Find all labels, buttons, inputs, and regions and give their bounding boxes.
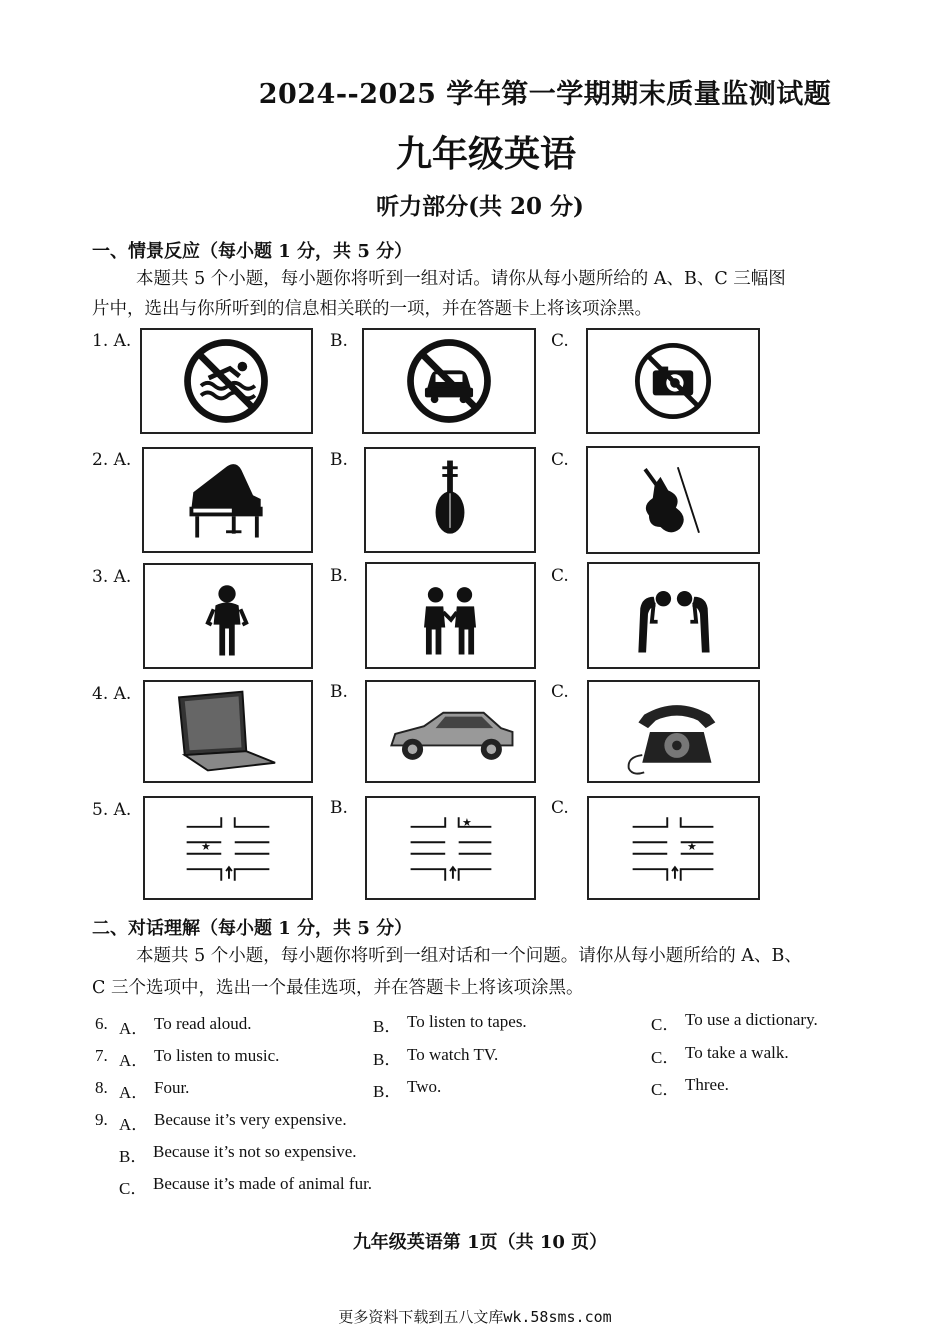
map-star-marker: ★ xyxy=(462,816,472,829)
q4-number: 4. A. xyxy=(92,684,132,704)
q7-option-a[interactable]: To listen to music. xyxy=(154,1046,280,1065)
section2-instruction-line2: C 三个选项中，选出一个最佳选项，并在答题卡上将该项涂黑。 xyxy=(92,978,584,998)
q6-option-a[interactable]: To read aloud. xyxy=(154,1014,252,1033)
no-cars-sign-icon xyxy=(364,330,534,432)
q2-number: 2. A. xyxy=(92,450,132,470)
q4-label-b: B. xyxy=(330,682,348,702)
q2-option-b-image[interactable] xyxy=(364,447,536,553)
exam-year-title: 2024--2025 学年第一学期期末质量监测试题 xyxy=(258,79,832,110)
q5-label-b: B. xyxy=(330,798,348,818)
q7-option-c[interactable]: To take a walk. xyxy=(685,1043,789,1062)
q3-option-c-image[interactable] xyxy=(587,562,760,669)
part-title: 听力部分(共 20 分) xyxy=(376,193,584,220)
car-icon xyxy=(367,682,534,781)
q8-a-label: A． xyxy=(119,1083,149,1102)
q6-c-label: C． xyxy=(651,1015,680,1034)
pipa-icon xyxy=(366,449,534,551)
page-footer: 九年级英语第 1页（共 10 页） xyxy=(352,1232,608,1253)
q6-option-c[interactable]: To use a dictionary. xyxy=(685,1010,818,1029)
q4-option-c-image[interactable] xyxy=(587,680,760,783)
q2-option-a-image[interactable] xyxy=(142,447,313,553)
q8-number: 8. xyxy=(95,1078,108,1097)
q4-option-a-image[interactable] xyxy=(143,680,313,783)
q1-label-b: B. xyxy=(330,331,348,351)
q5-number: 5. A. xyxy=(92,800,132,820)
q3-option-b-image[interactable] xyxy=(365,562,536,669)
q9-option-c[interactable]: Because it’s made of animal fur. xyxy=(153,1174,373,1193)
q5-option-c-image[interactable] xyxy=(587,796,760,900)
q5-label-c: C. xyxy=(551,798,569,818)
q1-option-b-image[interactable] xyxy=(362,328,536,434)
q6-a-label: A． xyxy=(119,1019,149,1038)
q5-option-b-image[interactable] xyxy=(365,796,536,900)
q8-c-label: C． xyxy=(651,1080,680,1099)
q1-option-c-image[interactable] xyxy=(586,328,760,434)
section2-heading: 二、对话理解（每小题 1 分，共 5 分） xyxy=(92,918,413,939)
q2-option-c-image[interactable] xyxy=(586,446,760,554)
piano-icon xyxy=(144,449,311,551)
q9-option-b[interactable]: Because it’s not so expensive. xyxy=(153,1142,357,1161)
q7-c-label: C． xyxy=(651,1048,680,1067)
map-star-marker: ★ xyxy=(201,840,211,853)
q1-label-c: C. xyxy=(551,331,569,351)
laptop-icon xyxy=(145,682,311,781)
q9-option-a[interactable]: Because it’s very expensive. xyxy=(154,1110,347,1129)
subject-title: 九年级英语 xyxy=(395,133,576,175)
street-map-icon xyxy=(589,798,758,898)
section1-instruction-line1: 本题共 5 个小题，每小题你将听到一组对话。请你从每小题所给的 A、B、C 三幅图 xyxy=(136,269,786,289)
bow-icon xyxy=(589,564,758,667)
q9-number: 9. xyxy=(95,1110,108,1129)
handshake-icon xyxy=(367,564,534,667)
q8-option-c[interactable]: Three. xyxy=(685,1075,729,1094)
q2-label-b: B. xyxy=(330,450,348,470)
q1-number: 1. A. xyxy=(92,331,132,351)
q3-option-a-image[interactable] xyxy=(143,563,313,669)
q3-label-c: C. xyxy=(551,566,569,586)
q9-b-label: B． xyxy=(119,1147,148,1166)
q3-label-b: B. xyxy=(330,566,348,586)
telephone-icon xyxy=(589,682,758,781)
q6-option-b[interactable]: To listen to tapes. xyxy=(407,1012,527,1031)
q3-number: 3. A. xyxy=(92,567,132,587)
map-star-marker: ★ xyxy=(687,840,697,853)
section1-heading: 一、情景反应（每小题 1 分，共 5 分） xyxy=(92,241,413,262)
street-map-icon xyxy=(145,798,311,898)
section1-instruction-line2: 片中，选出与你所听到的信息相关联的一项，并在答题卡上将该项涂黑。 xyxy=(92,299,652,319)
q4-label-c: C. xyxy=(551,682,569,702)
q1-option-a-image[interactable] xyxy=(140,328,313,434)
street-map-icon xyxy=(367,798,534,898)
q7-b-label: B． xyxy=(373,1050,402,1069)
q7-option-b[interactable]: To watch TV. xyxy=(407,1045,499,1064)
q2-label-c: C. xyxy=(551,450,569,470)
violin-icon xyxy=(588,448,758,552)
q4-option-b-image[interactable] xyxy=(365,680,536,783)
q9-c-label: C． xyxy=(119,1179,148,1198)
q6-number: 6. xyxy=(95,1014,108,1033)
watermark-text[interactable]: 更多资料下载到五八文库wk.58sms.com xyxy=(338,1308,612,1326)
q9-a-label: A． xyxy=(119,1115,149,1134)
q7-number: 7. xyxy=(95,1046,108,1065)
q8-b-label: B． xyxy=(373,1082,402,1101)
hug-icon xyxy=(145,565,311,667)
section2-instruction-line1: 本题共 5 个小题，每小题你将听到一组对话和一个问题。请你从每小题所给的 A、B、 xyxy=(136,946,802,966)
q6-b-label: B． xyxy=(373,1017,402,1036)
q7-a-label: A． xyxy=(119,1051,149,1070)
no-swimming-sign-icon xyxy=(142,330,311,432)
q8-option-b[interactable]: Two. xyxy=(407,1077,442,1096)
no-photos-sign-icon xyxy=(588,330,758,432)
q5-option-a-image[interactable] xyxy=(143,796,313,900)
q8-option-a[interactable]: Four. xyxy=(154,1078,190,1097)
